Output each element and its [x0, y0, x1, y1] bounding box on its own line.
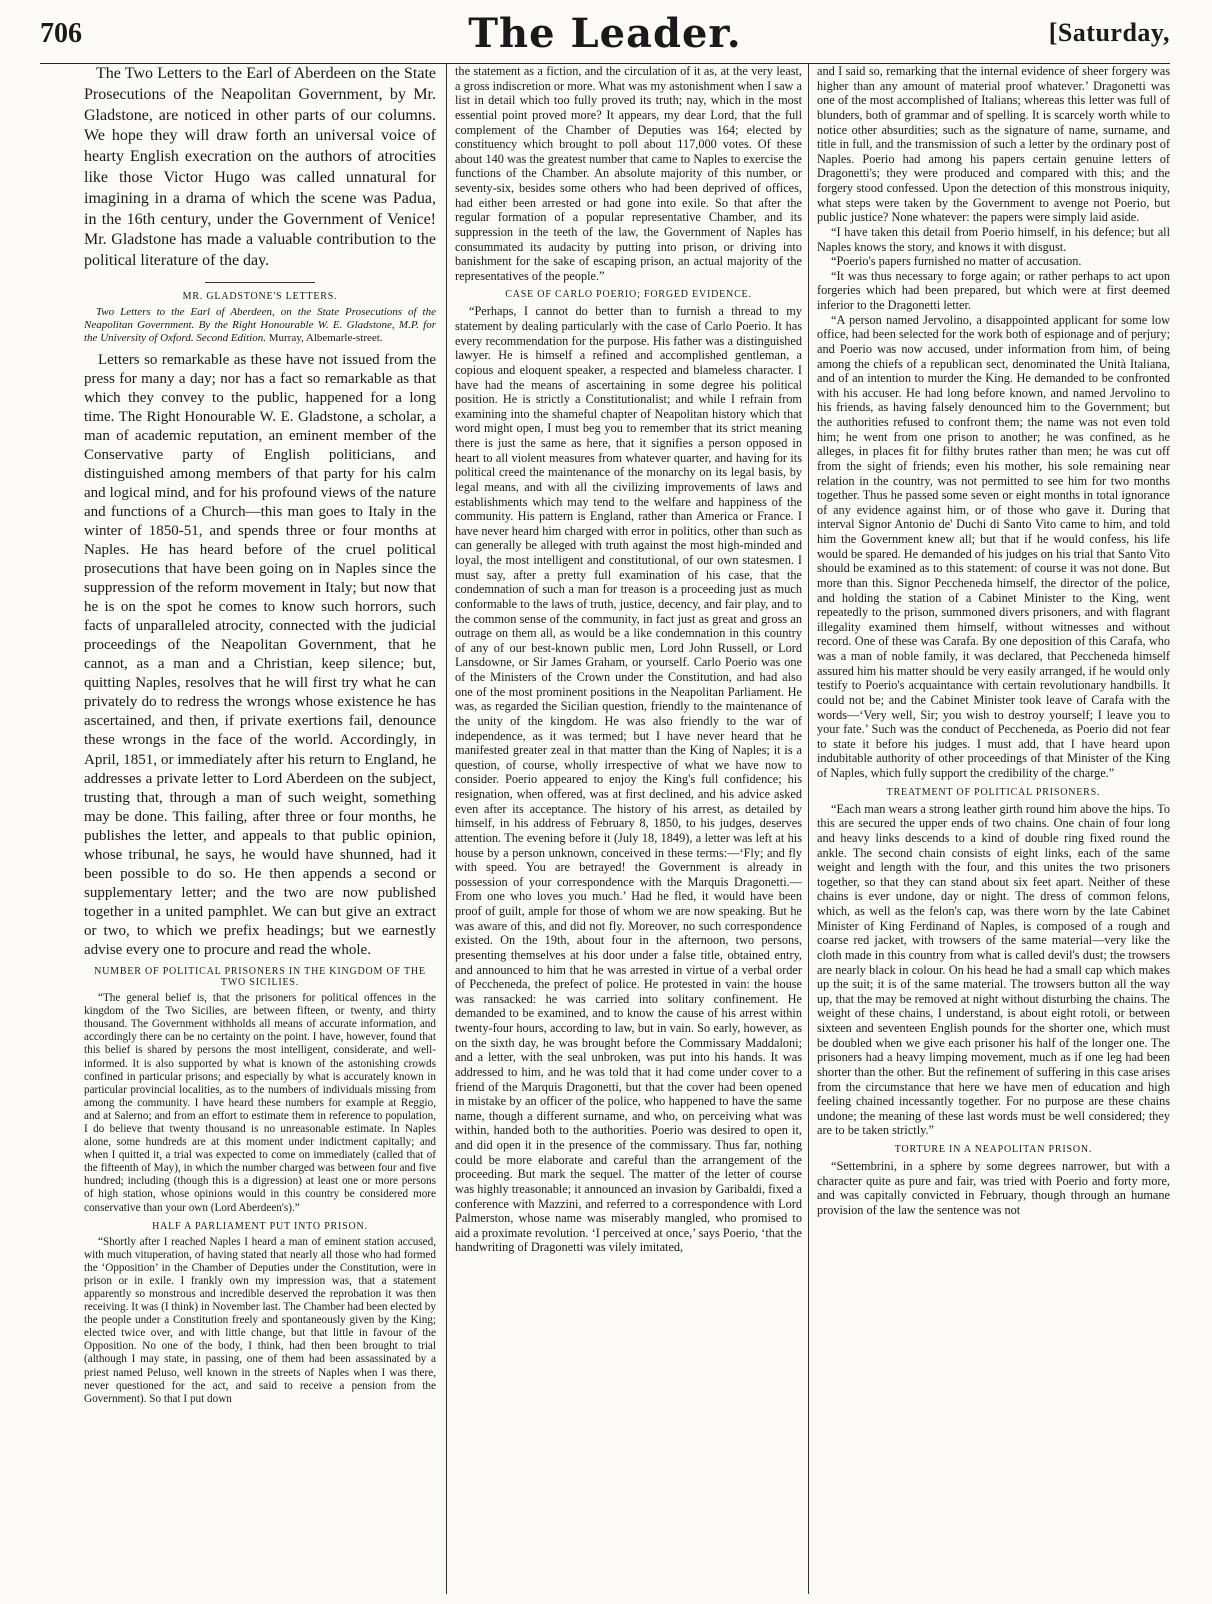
book-reference	[84, 306, 436, 345]
article-heading: MR. GLADSTONE'S LETTERS.	[182, 290, 338, 302]
newspaper-title: The Leader.	[468, 10, 742, 57]
subheading-poerio: CASE OF CARLO POERIO; FORGED EVIDENCE.	[505, 289, 752, 301]
intro-note: The Two Letters to the Earl of Aberdeen on the State Prosecutions of the Neapolitan Government, by Mr. Gladstone, are noticed in other parts of our columns. We hope they will draw forth an universal voice of hearty English execration on the authors of atrocities like those Victor Hugo was called unnatural for imagining in a drama of which the scene was Padua, in the 16th century, under the Government of Venice! Mr. Gladstone has made a valuable contribution to the political literature of the day.	[84, 65, 436, 270]
column-1	[84, 64, 436, 1594]
book-imprint: Murray, Albemarle-street.	[268, 331, 383, 344]
extract-torture: “Settembrini, in a sphere by some degrees narrower, but with a character quite as pure and fair, was tried with Poerio and forty more, and was capitally convicted in February, though through an humane provision of the law the sentence was not	[817, 1159, 1170, 1217]
subheading-torture: TORTURE IN A NEAPOLITAN PRISON.	[894, 1144, 1093, 1155]
issue-day: [Saturday,	[1048, 18, 1170, 47]
subheading-parliament: HALF A PARLIAMENT PUT INTO PRISON.	[152, 1220, 368, 1232]
column-3	[808, 64, 1170, 1594]
review-body: Letters so remarkable as these have not issued from the press for many a day; nor has a fact so remarkable as that which they convey to the public, happened for a long time. The Right Honourable W. E. Gladstone, a scholar, a man of academic reputation, an eminent member of the Conservative party of English politicians, and distinguished among members of that party for his calm and logical mind, and for his profound views of the nature and functions of a Church—this man goes to Italy in the winter of 1850-51, and spends three or four months at Naples. He has heard before of the cruel political prosecutions that have been going on in Naples since the suppression of the reform movement in Italy; but now that he is on the spot he comes to know such horrors, such facts of unparalleled atrocity, connected with the judicial proceedings of the Neapolitan Government, that he cannot, as a man and a Christian, keep silence; but, quitting Naples, resolves that he will first try what he can privately do to redress the wrongs whose existence he has ascertained, and then, if private exertions fail, denounce these wrongs in the face of the world. Accordingly, in April, 1851, or immediately after his return to England, he addresses a private letter to Lord Aberdeen on the subject, trusting that, through a man of such weight, something may be done. This failing, after three or four months, he publishes the letter, and appeals to that public opinion, whose tribunal, he says, he would have shunned, had it been possible to do so. He then appends a second or supplementary letter; and the two are now published together in a united pamphlet. We can but give an extract or two, to which we prefix headings; but we earnestly advise every one to procure and read the whole.	[84, 351, 436, 958]
subheading-prisoners: NUMBER OF POLITICAL PRISONERS IN THE KINGDOM OF THE TWO SICILIES.	[94, 966, 426, 989]
extract-parliament-continued: the statement as a fiction, and the circulation of it as, at the very least, a gross indiscretion or more. What was my astonishment when I saw a list in detail which too fully proved its truth; nay, which in the most essential point proved more? It appears, my dear Lord, that the full complement of the Chamber of Deputies was 164; elected by constituency which brought to poll about 117,000 votes. Of these about 140 was the greatest number that came to Naples to exercise the functions of the Chamber. An absolute majority of this number, or seventy-six, besides some others who had been deprived of offices, had either been arrested or had gone into exile. So that after the regular formation of a popular representative Chamber, and its suppression in the teeth of the law, the Government of Naples has consummated its audacity by putting into prison, or driving into banishment for the sake of escaping prison, an actual majority of the representatives of the people.”	[455, 64, 802, 283]
book-title: Two Letters to the Earl of Aberdeen, on the State Prosecutions of the Neapolitan Government. By the Right Honourable W. E. Gladstone, M.P. for the University of Oxford. Second Edition.	[84, 305, 436, 344]
extract-poerio-continued: and I said so, remarking that the internal evidence of sheer forgery was higher than any amount of material proof whatever.’ Dragonetti was one of the most accomplished of Italians; whereas this letter was full of blunders, both of grammar and of spelling. It is scarcely worth while to notice other absurdities; such as the signature of name, surname, and title in full, and the transmission of such a letter by the ordinary post of Naples. Poerio had among his papers certain genuine letters of Dragonetti's; they were produced and compared with this; and the forgery stood confessed. Upon the detection of this monstrous iniquity, what steps were taken by the Government to avenge not Poerio, but public justice? None whatever: the papers were simply laid aside.	[817, 64, 1170, 225]
subheading-treatment: TREATMENT OF POLITICAL PRISONERS.	[886, 786, 1101, 798]
paragraph-jervolino: “A person named Jervolino, a disappointed applicant for some low office, had been selected for the work both of espionage and of perjury; and Poerio was now accused, under information from him, of being among the chiefs of a republican sect, denominated the Unità Italiana, and of an intention to murder the King. He demanded to be confronted with his accuser. He had long before known, and named Jervolino to his friends, as having falsely denounced him to the Government; but the authorities refused to confront them; the name was not even told him; he went from one prison to another; he was confined, as he alleges, in places fit for filthy brutes rather than men; he was cut off from the sight of friends; even his mother, his sole remaining near relation in the country, was not permitted to see him for two months together. Thus he passed some seven or eight months in total ignorance of any evidence against him, or of those who gave it. During that interval Signor Antonio de' Duchi di Santo Vito came to him, and told him the Government knew all; but that if he would confess, his life would be spared. He demanded of his judges on his trial that Santo Vito should be examined as to this statement: of course it was not done. But more than this. Signor Peccheneda himself, the director of the police, and holding the station of a Cabinet Minister to the King, went repeatedly to the prison, summoned divers prisoners, and with flagrant illegality examined them himself, without witnesses and without record. One of these was Carafa. By one deposition of this Carafa, who was a man of noble family, it was declared, that Peccheneda himself assured him his matter should be very easily arranged, if he would only testify to Poerio's acquaintance with certain revolutionary handbills. It could not be; and the Cabinet Minister took leave of Carafa with the words—‘Very well, Sir; you wish to destroy yourself; I leave you to your fate.’ Such was the conduct of Peccheneda, as Poerio did not fear to state it before his judges. I must add, that I have heard upon indubitable authority of other proceedings of that Minister of the King of Naples, which fully support the credibility of the charge.”	[817, 312, 1170, 780]
extract-treatment: “Each man wears a strong leather girth round him above the hips. To this are secured the upper ends of two chains. One chain of four long and heavy links descends to a kind of double ring fixed round the ankle. The second chain consists of eight links, each of the same weight and length with the four, and this unites the two prisoners together, so that they can stand about six feet apart. Neither of these chains is ever undone, day or night. The dress of common felons, which, as well as the felon's cap, was there worn by the late Cabinet Minister of King Ferdinand of Naples, is composed of a rough and coarse red jacket, with trowsers of the same material—very like the cloth made in this country from what is called devil's dust; the trowsers are nearly black in colour. On his head he had a small cap which makes up the suit; it is of the same material. The trowsers button all the way up, that the may be removed at night without disturbing the chains. The weight of these chains, I understand, is about eight rotoli, or between sixteen and seventeen English pounds for the shorter one, which must be doubled when we give each prisoner his half of the longer one. The prisoners had a heavy limping movement, much as if one leg had been shorter than the other. But the refinement of suffering in this case arises from the circumstance that here we have men of education and high feeling chained incessantly together. For no purpose are these chains undone; the meaning of these last words must be well considered; they are to be taken strictly.”	[817, 801, 1170, 1138]
column-2	[446, 64, 802, 1594]
paragraph-detail: “I have taken this detail from Poerio himself, in his defence; but all Naples knows the story, and knows it with disgust.	[817, 224, 1170, 254]
section-divider	[205, 282, 315, 283]
extract-parliament: “Shortly after I reached Naples I heard a man of eminent station accused, with much vituperation, of having stated that nearly all those who had formed the ‘Opposition’ in the Chamber of Deputies under the Constitution, were in prison or in exile. I frankly own my impression was, that a statement apparently so monstrous and incredible deserved the reprobation it was then receiving. It was (I think) in November last. The Chamber had been elected by the people under a Constitution freely and spontaneously given by the King; elected twice over, and with little change, but that little in favour of the Opposition. No one of the body, I think, had then been brought to trial (although I may state, in passing, one of them had been assassinated by a priest named Peluso, well known in the streets of Naples when I was there, never questioned for the act, and said to receive a pension from the Government). So that I put down	[84, 1235, 436, 1405]
masthead	[40, 8, 1170, 64]
extract-poerio: “Perhaps, I cannot do better than to furnish a thread to my statement by dealing particularly with the case of Carlo Poerio. It has every recommendation for the purpose. His father was a distinguished lawyer. He is himself a refined and accomplished gentleman, a copious and eloquent speaker, a respected and blameless character. I have had the means of ascertaining in some degree his political position. He is strictly a Constitutionalist; and while I refrain from examining into the shameful chapter of Neapolitan history which that word might open, I must beg you to remember that its strict meaning there is just the same as here, that it signifies a person opposed in heart to all violent measures from whatever quarter, and having for its political creed the maintenance of the monarchy on its legal basis, by legal means, and with all the civilizing improvements of laws and establishments which may tend to the welfare and happiness of the community. His pattern is England, rather than America or France. I have never heard him charged with error in politics, other than such as can generally be alleged with truth against the most high-minded and loyal, the most intelligent and constitutional, of our own statesmen. I must say, after a pretty full examination of his case, that the condemnation of such a man for treason is a proceeding just as much conformable to the laws of truth, justice, decency, and fair play, and to the common sense of the community, in fact just as great and gross an outrage on them all, as would be a like condemnation in this country of any of our best-known public men, Lord John Russell, or Lord Lansdowne, or Sir James Graham, or yourself. Carlo Poerio was one of the Ministers of the Crown under the Constitution, and had also one of the most prominent positions in the Neapolitan Parliament. He was, as regarded the Sicilian question, friendly to the maintenance of the unity of the kingdom. He was also friendly to the war of independence, as it was termed; but I have never heard that he manifested greater zeal in that matter than the King of Naples; it is a question, of course, wholly irrespective of what we have now to consider. Poerio appeared to enjoy the King's full confidence; his resignation, when offered, was at first declined, and his advice asked even after its acceptance. The history of his arrest, as detailed by himself, in his address of February 8, 1850, to his judges, deserves attention. The evening before it (July 18, 1849), a letter was left at his house by a person unknown, conceived in these terms:—‘Fly; and fly with speed. You are betrayed! the Government is already in possession of your correspondence with the Marquis Dragonetti.—From one who loves you much.’ Had he fled, it would have been proof of guilt, ample for those of whom we are now speaking. But he was aware of this, and did not fly. Moreover, no such correspondence existed. On the 19th, about four in the afternoon, two persons, presenting themselves at his door under a false title, obtained entry, and announced to him that he was arrested in virtue of a verbal order of Peccheneda, the prefect of police. He protested in vain: the house was ransacked: he was carried into solitary confinement. He demanded to be examined, and to know the cause of his arrest within twenty-four hours, according to law, but in vain. So early, however, as on the sixth day, he was brought before the Commissary Maddaloni; and a letter, with the seal unbroken, was put into his hands. It was addressed to him, and he was told that it had come under cover to a friend of the Marquis Dragonetti, but that the cover had been opened in mistake by an officer of the police, who happened to have the same name, though a different surname, and who, on perceiving what was within, handed both to the authorities. Poerio was desired to open it, and did open it in the presence of the commissary. Thus far, nothing could be more elaborate and careful than the arrangement of the proceeding. But mark the sequel. The matter of the letter of course was highly treasonable; it announced an invasion by Garibaldi, fixed a conference with Mazzini, and referred to a correspondence with Lord Palmerston, whose name was miserably mangled, who promised to aid a proximate revolution. ‘I perceived at once,’ says Poerio, ‘that the handwriting of Dragonetti was vilely imitated,	[455, 304, 802, 1255]
page-number: 706	[40, 18, 82, 49]
extract-prisoners: “The general belief is, that the prisoners for political offences in the kingdom of the Two Sicilies, are between fifteen, or twenty, and thirty thousand. The Government withholds all means of accurate information, and accordingly there can be no certainty on the point. I have, however, found that this belief is shared by persons the most intelligent, considerate, and well-informed. It is also supported by what is known of the astonishing crowds confined in particular prisons; and especially by what is accurately known in particular provincial localities, as to the numbers of individuals missing from among the community. I have heard these numbers for example at Reggio, and at Salerno; and from an effort to estimate them in reference to population, I do believe that twenty thousand is no unreasonable estimate. In Naples alone, some hundreds are at this moment under indictment capitally; and when I quitted it, a trial was expected to come on immediately (called that of the fifteenth of May), in which the number charged was between four and five hundred; including (though this is a digression) at least one or more persons of high station, whose opinions would in this country be considered more conservative than your own (Lord Aberdeen's).”	[84, 992, 436, 1214]
paragraph-forge: “It was thus necessary to forge again; or rather perhaps to act upon forgeries which had been prepared, but which were at first deemed inferior to the Dragonetti letter.	[817, 268, 1170, 312]
paragraph-papers: “Poerio's papers furnished no matter of accusation.	[831, 254, 1082, 269]
